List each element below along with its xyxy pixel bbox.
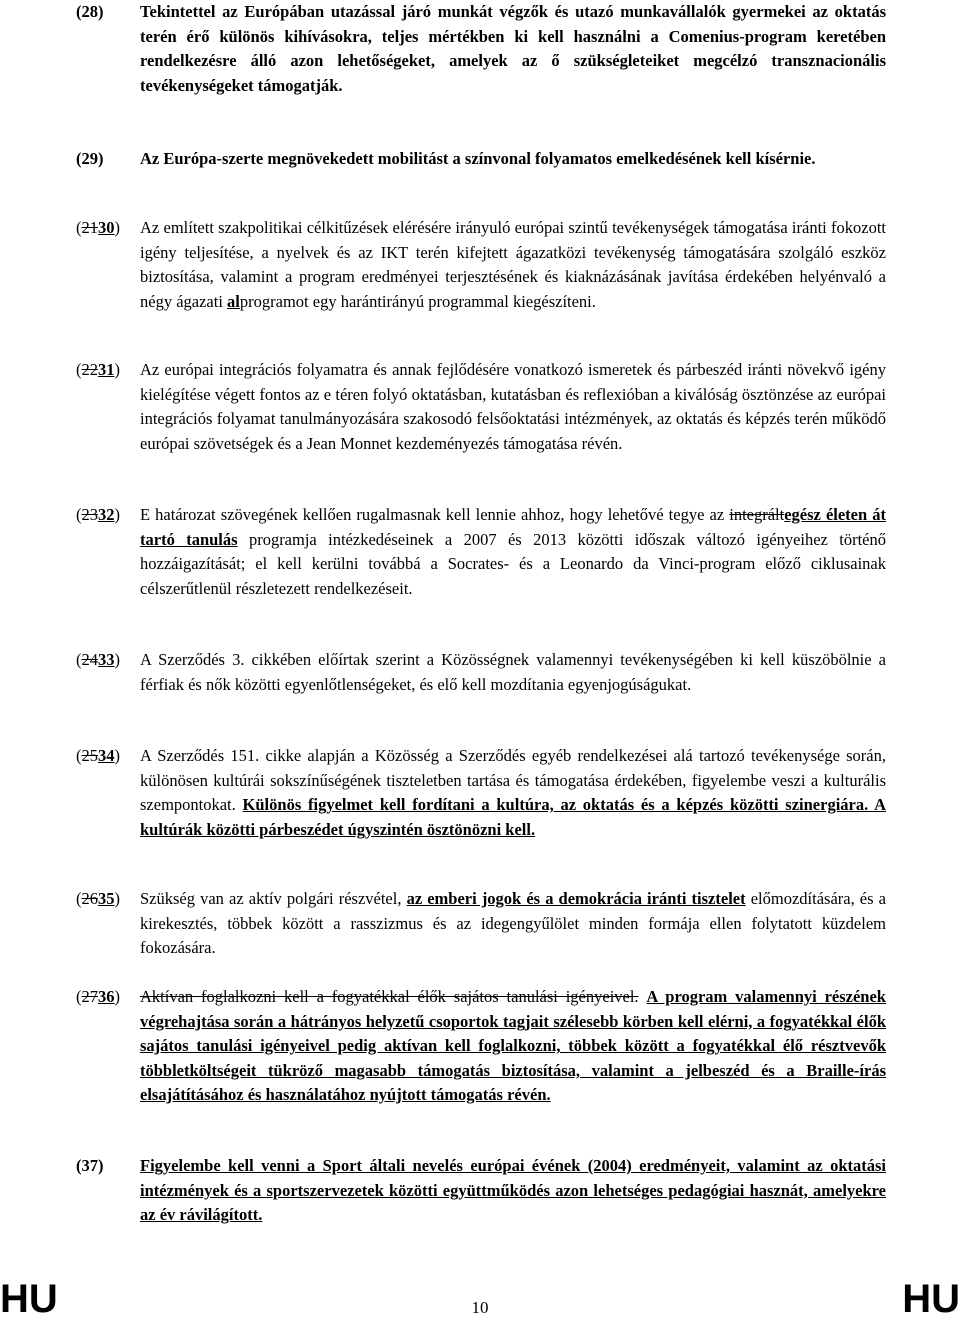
recital-35 xyxy=(76,887,886,961)
recital-33 xyxy=(76,648,886,697)
old-number: 26 xyxy=(81,889,98,908)
recital-text: Az Európa-szerte megnövekedett mobilitást a színvonal folyamatos emelkedésének kell kísérnie. xyxy=(140,149,816,168)
recital-number: (2433) xyxy=(76,650,120,669)
page-number: 10 xyxy=(471,1298,489,1317)
new-number: 34 xyxy=(98,746,115,765)
recital-32 xyxy=(76,503,886,601)
recital-number: (2332) xyxy=(76,505,120,524)
old-number: 24 xyxy=(81,650,98,669)
old-number: 25 xyxy=(81,746,98,765)
recital-number: (2130) xyxy=(76,218,120,237)
recital-text: Szükség van az aktív polgári részvétel, az emberi jogok és a demokrácia iránti tisztelet előmozdítására, és a kirekesztés, többek között a rasszizmus és az idegengyűlölet minden formája ellen folytatott küzdelem fokozására. xyxy=(140,889,886,958)
footer-language-left: HU xyxy=(0,1277,58,1321)
recital-34 xyxy=(76,744,886,842)
recital-number: (2635) xyxy=(76,889,120,908)
recital-number: (28) xyxy=(76,2,104,21)
recital-text: E határozat szövegének kellően rugalmasnak kell lennie ahhoz, hogy lehetővé tegye az integráltegész életen át tartó tanulás programja intézkedéseinek a 2007 és 2013 közötti időszak változó igényeihez történő hozzáigazítását; el kell kerülni továbbá a Socrates- és a Leonardo da Vinci-program előző ciklusainak célszerűtlenül részletezett rendelkezéseit. xyxy=(140,505,887,598)
recital-30 xyxy=(76,216,886,314)
footer-language-right: HU xyxy=(902,1277,960,1321)
new-number: 32 xyxy=(98,505,115,524)
old-number: 21 xyxy=(81,218,98,237)
recital-28 xyxy=(76,0,886,98)
recital-31 xyxy=(76,358,886,456)
new-number: 35 xyxy=(98,889,115,908)
recital-text: Figyelembe kell venni a Sport általi nevelés európai évének (2004) eredményeit, valamint az oktatási intézmények és a sportszervezetek közötti együttműködés azon lehetséges pedagógiai hasznát, amelyekre az év rávilágított. xyxy=(140,1156,886,1225)
recital-29 xyxy=(76,147,886,172)
recital-text: A Szerződés 151. cikke alapján a Közösség a Szerződés egyéb rendelkezései alá tartozó tevékenysége során, különösen kultúrái sokszínűségének tiszteletben tartása és támogatása érdekében, figyelembe veszi a kulturális szempontokat. Különös figyelmet kell fordítani a kultúra, az oktatás és a képzés közötti szinergiára. A kultúrák közötti párbeszédet úgyszintén ösztönözni kell. xyxy=(140,746,886,839)
recital-number: (29) xyxy=(76,149,104,168)
old-number: 27 xyxy=(81,987,98,1006)
recital-text: A Szerződés 3. cikkében előírtak szerint a Közösségnek valamennyi tevékenységében ki kell küszöbölnie a férfiak és nők közötti egyenlőtlenségeket, és elő kell mozdítania egyenjogúságukat. xyxy=(140,650,886,694)
old-number: 22 xyxy=(81,360,98,379)
recital-37 xyxy=(76,1154,886,1228)
recital-number: (2534) xyxy=(76,746,120,765)
recital-text: Tekintettel az Európában utazással járó munkát végzők és utazó munkavállalók gyermekei az oktatás terén érő különös kihívásokra, teljes mértékben ki kell használni a Comenius-program keretében rendelkezésre álló azon lehetőségeket, amelyek az ő szükségleteiket megcélzó transznacionális tevékenységeket támogatják. xyxy=(140,2,886,95)
old-number: 23 xyxy=(81,505,98,524)
recital-number: (37) xyxy=(76,1156,104,1175)
recital-text: Az említett szakpolitikai célkitűzések elérésére irányuló európai szintű tevékenységek támogatása iránti fokozott igény teljesítése, a nyelvek és az IKT terén kifejtett ágazatközi tevékenység támogatására szolgáló eszköz biztosítása, valamint a program eredményei terjesztésének és kiaknázásának javítása érdekében helyénvaló a négy ágazati alprogramot egy harántirányú programmal kiegészíteni. xyxy=(140,218,886,311)
new-number: 33 xyxy=(98,650,115,669)
recital-number: (2231) xyxy=(76,360,120,379)
new-number: 36 xyxy=(98,987,115,1006)
new-number: 30 xyxy=(98,218,115,237)
recital-36 xyxy=(76,985,886,1108)
recital-text: Aktívan foglalkozni kell a fogyatékkal élők sajátos tanulási igényeivel. A program valamennyi részének végrehajtása során a hátrányos helyzetű csoportok tagjait szélesebb körben kell elérni, a fogyatékkal élők sajátos tanulási igényeivel pedig aktívan kell foglalkozni, többek között a fogyatékkal élő résztvevők többletköltségeit tükröző magasabb támogatás biztosítása, valamint a jelbeszéd és a Braille-írás elsajátításához és használatához nyújtott támogatás révén. xyxy=(140,987,886,1105)
recital-text: Az európai integrációs folyamatra és annak fejlődésére vonatkozó ismeretek és párbeszéd iránti növekvő igény kielégítése végett fontos az e téren folyó oktatásban, kutatásban és reflexióban a kiválóság ösztönzése az európai integrációs folyamat tanulmányozására szakosodó felsőoktatási intézmények, az oktatás és képzés terén működő európai szövetségek és a Jean Monnet kezdeményezés támogatása révén. xyxy=(140,360,886,453)
new-number: 31 xyxy=(98,360,115,379)
recital-number: (2736) xyxy=(76,987,120,1006)
